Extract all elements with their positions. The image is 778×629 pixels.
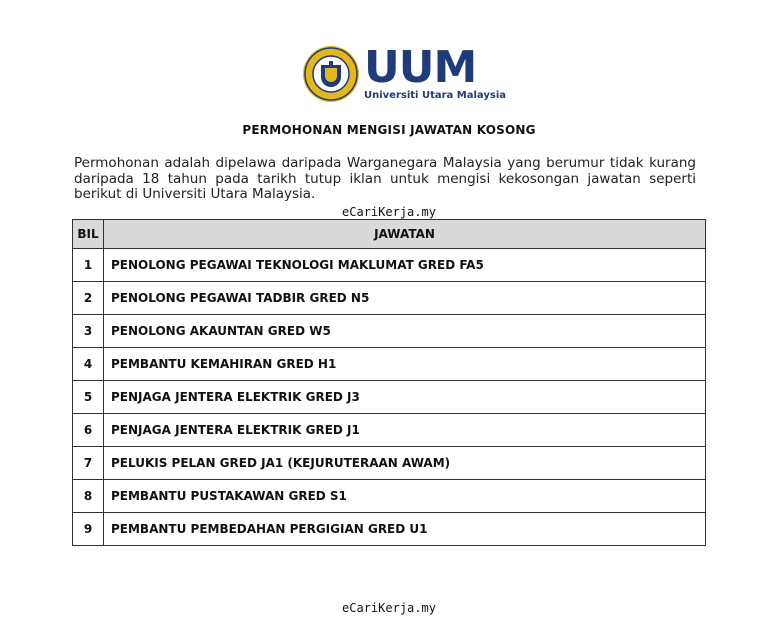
row-jawatan: PEMBANTU PEMBEDAHAN PERGIGIAN GRED U1 xyxy=(104,513,706,546)
header-bil: BIL xyxy=(73,220,104,249)
table-row xyxy=(73,414,706,447)
row-jawatan: PENOLONG AKAUNTAN GRED W5 xyxy=(104,315,706,348)
table-row xyxy=(73,381,706,414)
row-bil: 6 xyxy=(73,414,104,447)
page-title: PERMOHONAN MENGISI JAWATAN KOSONG xyxy=(242,123,536,137)
row-bil: 2 xyxy=(73,282,104,315)
row-bil: 8 xyxy=(73,480,104,513)
table-header-row xyxy=(73,220,706,249)
header-jawatan: JAWATAN xyxy=(104,220,706,249)
table-row xyxy=(73,513,706,546)
row-jawatan: PENJAGA JENTERA ELEKTRIK GRED J3 xyxy=(104,381,706,414)
row-jawatan: PELUKIS PELAN GRED JA1 (KEJURUTERAAN AWAM) xyxy=(104,447,706,480)
uum-seal-icon xyxy=(302,45,360,103)
brand-name: UUM xyxy=(364,41,477,93)
row-bil: 1 xyxy=(73,249,104,282)
row-jawatan: PENJAGA JENTERA ELEKTRIK GRED J1 xyxy=(104,414,706,447)
row-bil: 3 xyxy=(73,315,104,348)
brand-subtitle: Universiti Utara Malaysia xyxy=(364,89,506,101)
table-row xyxy=(73,447,706,480)
row-jawatan: PEMBANTU KEMAHIRAN GRED H1 xyxy=(104,348,706,381)
row-jawatan: PEMBANTU PUSTAKAWAN GRED S1 xyxy=(104,480,706,513)
row-jawatan: PENOLONG PEGAWAI TADBIR GRED N5 xyxy=(104,282,706,315)
watermark-bottom: eCariKerja.my xyxy=(342,601,436,615)
row-bil: 7 xyxy=(73,447,104,480)
table-row xyxy=(73,249,706,282)
table-row xyxy=(73,480,706,513)
jawatan-table xyxy=(72,219,706,546)
table-row xyxy=(73,348,706,381)
table-row xyxy=(73,315,706,348)
watermark-top: eCariKerja.my xyxy=(342,205,436,219)
row-bil: 4 xyxy=(73,348,104,381)
row-jawatan: PENOLONG PEGAWAI TEKNOLOGI MAKLUMAT GRED FA5 xyxy=(104,249,706,282)
uum-logo xyxy=(302,41,506,103)
row-bil: 5 xyxy=(73,381,104,414)
row-bil: 9 xyxy=(73,513,104,546)
table-row xyxy=(73,282,706,315)
intro-paragraph: Permohonan adalah dipelawa daripada Warganegara Malaysia yang berumur tidak kurang daripada 18 tahun pada tarikh tutup iklan untuk mengisi kekosongan jawatan seperti berikut di Universiti Utara Malaysia. xyxy=(74,155,696,202)
